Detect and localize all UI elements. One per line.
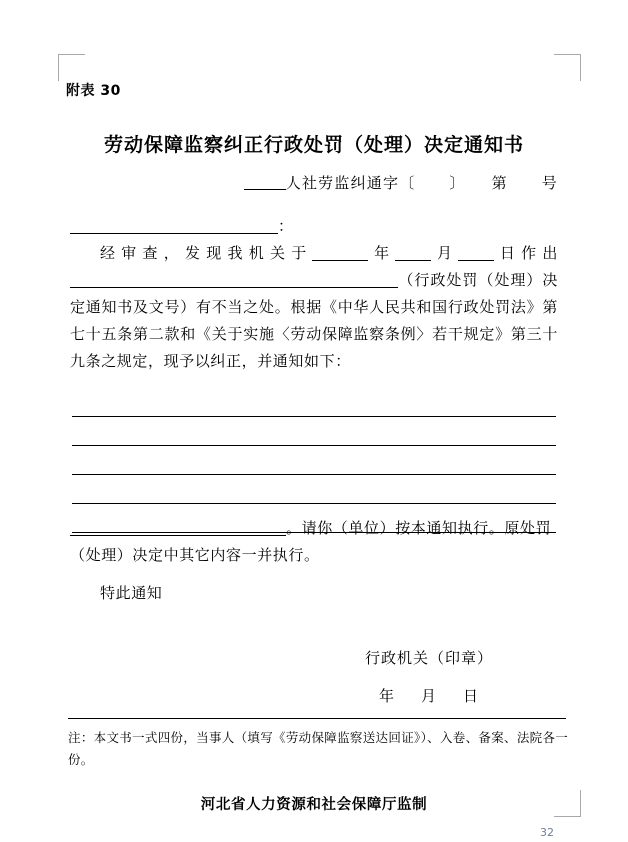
year-char: 年 bbox=[368, 246, 396, 262]
footer-divider bbox=[68, 718, 566, 719]
day-char: 日作出 bbox=[494, 246, 558, 262]
signature-month-char: 月 bbox=[420, 689, 437, 705]
write-in-rules bbox=[72, 388, 556, 533]
notice-paragraph: 特此通知 bbox=[100, 586, 163, 602]
signature-date bbox=[300, 668, 558, 706]
write-in-rule-line[interactable] bbox=[72, 446, 556, 475]
body-line2-text: （行政处罚（处理）决定通知书及文号）有不当之处。根据《中华人民共和国行政处罚法》第七十五条第二款和《关于实施〈劳动保障监察条例〉若干规定》第三十九条之规定，现予以纠正，并通知如下： bbox=[70, 273, 558, 370]
document-number-bracket-open: 〔 bbox=[399, 176, 416, 192]
decision-day-blank[interactable] bbox=[458, 243, 494, 261]
write-in-rule-line[interactable] bbox=[72, 388, 556, 417]
attachment-label: 附表 30 bbox=[66, 83, 121, 99]
decision-doc-blank-part1[interactable] bbox=[70, 270, 202, 288]
signature-year-char: 年 bbox=[378, 689, 395, 705]
month-char: 月 bbox=[431, 246, 459, 262]
decision-year-blank[interactable] bbox=[312, 243, 368, 261]
signature-agency-seal: 行政机关（印章） bbox=[364, 651, 493, 667]
decision-doc-blank-part2[interactable] bbox=[202, 270, 398, 288]
body-text bbox=[70, 214, 558, 376]
addressee-row bbox=[70, 214, 558, 241]
page-number: 32 bbox=[540, 826, 554, 839]
closing-paragraph bbox=[70, 516, 558, 570]
closing-text: 。请你（单位）按本通知执行。原处罚（处理）决定中其它内容一并执行。 bbox=[70, 521, 552, 564]
document-number-number-char: 号 bbox=[541, 176, 558, 192]
addressee-colon: ： bbox=[278, 219, 294, 235]
signature-block bbox=[300, 647, 558, 706]
signature-day-char: 日 bbox=[463, 689, 480, 705]
page-title: 劳动保障监察纠正行政处罚（处理）决定通知书 bbox=[103, 134, 524, 156]
document-number-order-char: 第 bbox=[491, 176, 508, 192]
body-line1-lead: 经审查，发现我机关于 bbox=[100, 246, 313, 262]
document-number-bracket-close: 〕 bbox=[449, 176, 466, 192]
document-number-agency-text: 人社劳监纠通字 bbox=[285, 176, 400, 192]
issuer-line: 河北省人力资源和社会保障厅监制 bbox=[200, 797, 428, 813]
document-number-line bbox=[0, 172, 558, 193]
decision-month-blank[interactable] bbox=[395, 243, 431, 261]
closing-section bbox=[70, 516, 558, 608]
closing-blank[interactable] bbox=[70, 518, 286, 536]
write-in-rule-line[interactable] bbox=[72, 475, 556, 504]
crop-mark-top-left-icon bbox=[58, 54, 85, 81]
body-paragraph-1 bbox=[70, 241, 558, 376]
crop-mark-top-right-icon bbox=[554, 54, 581, 81]
write-in-rule-line[interactable] bbox=[72, 417, 556, 446]
document-number-prefix-blank[interactable] bbox=[244, 189, 286, 190]
footer-note: 注：本文书一式四份，当事人（填写《劳动保障监察送达回证》）、入卷、备案、法院各一份。 bbox=[68, 731, 568, 767]
addressee-input-blank[interactable] bbox=[70, 216, 278, 234]
